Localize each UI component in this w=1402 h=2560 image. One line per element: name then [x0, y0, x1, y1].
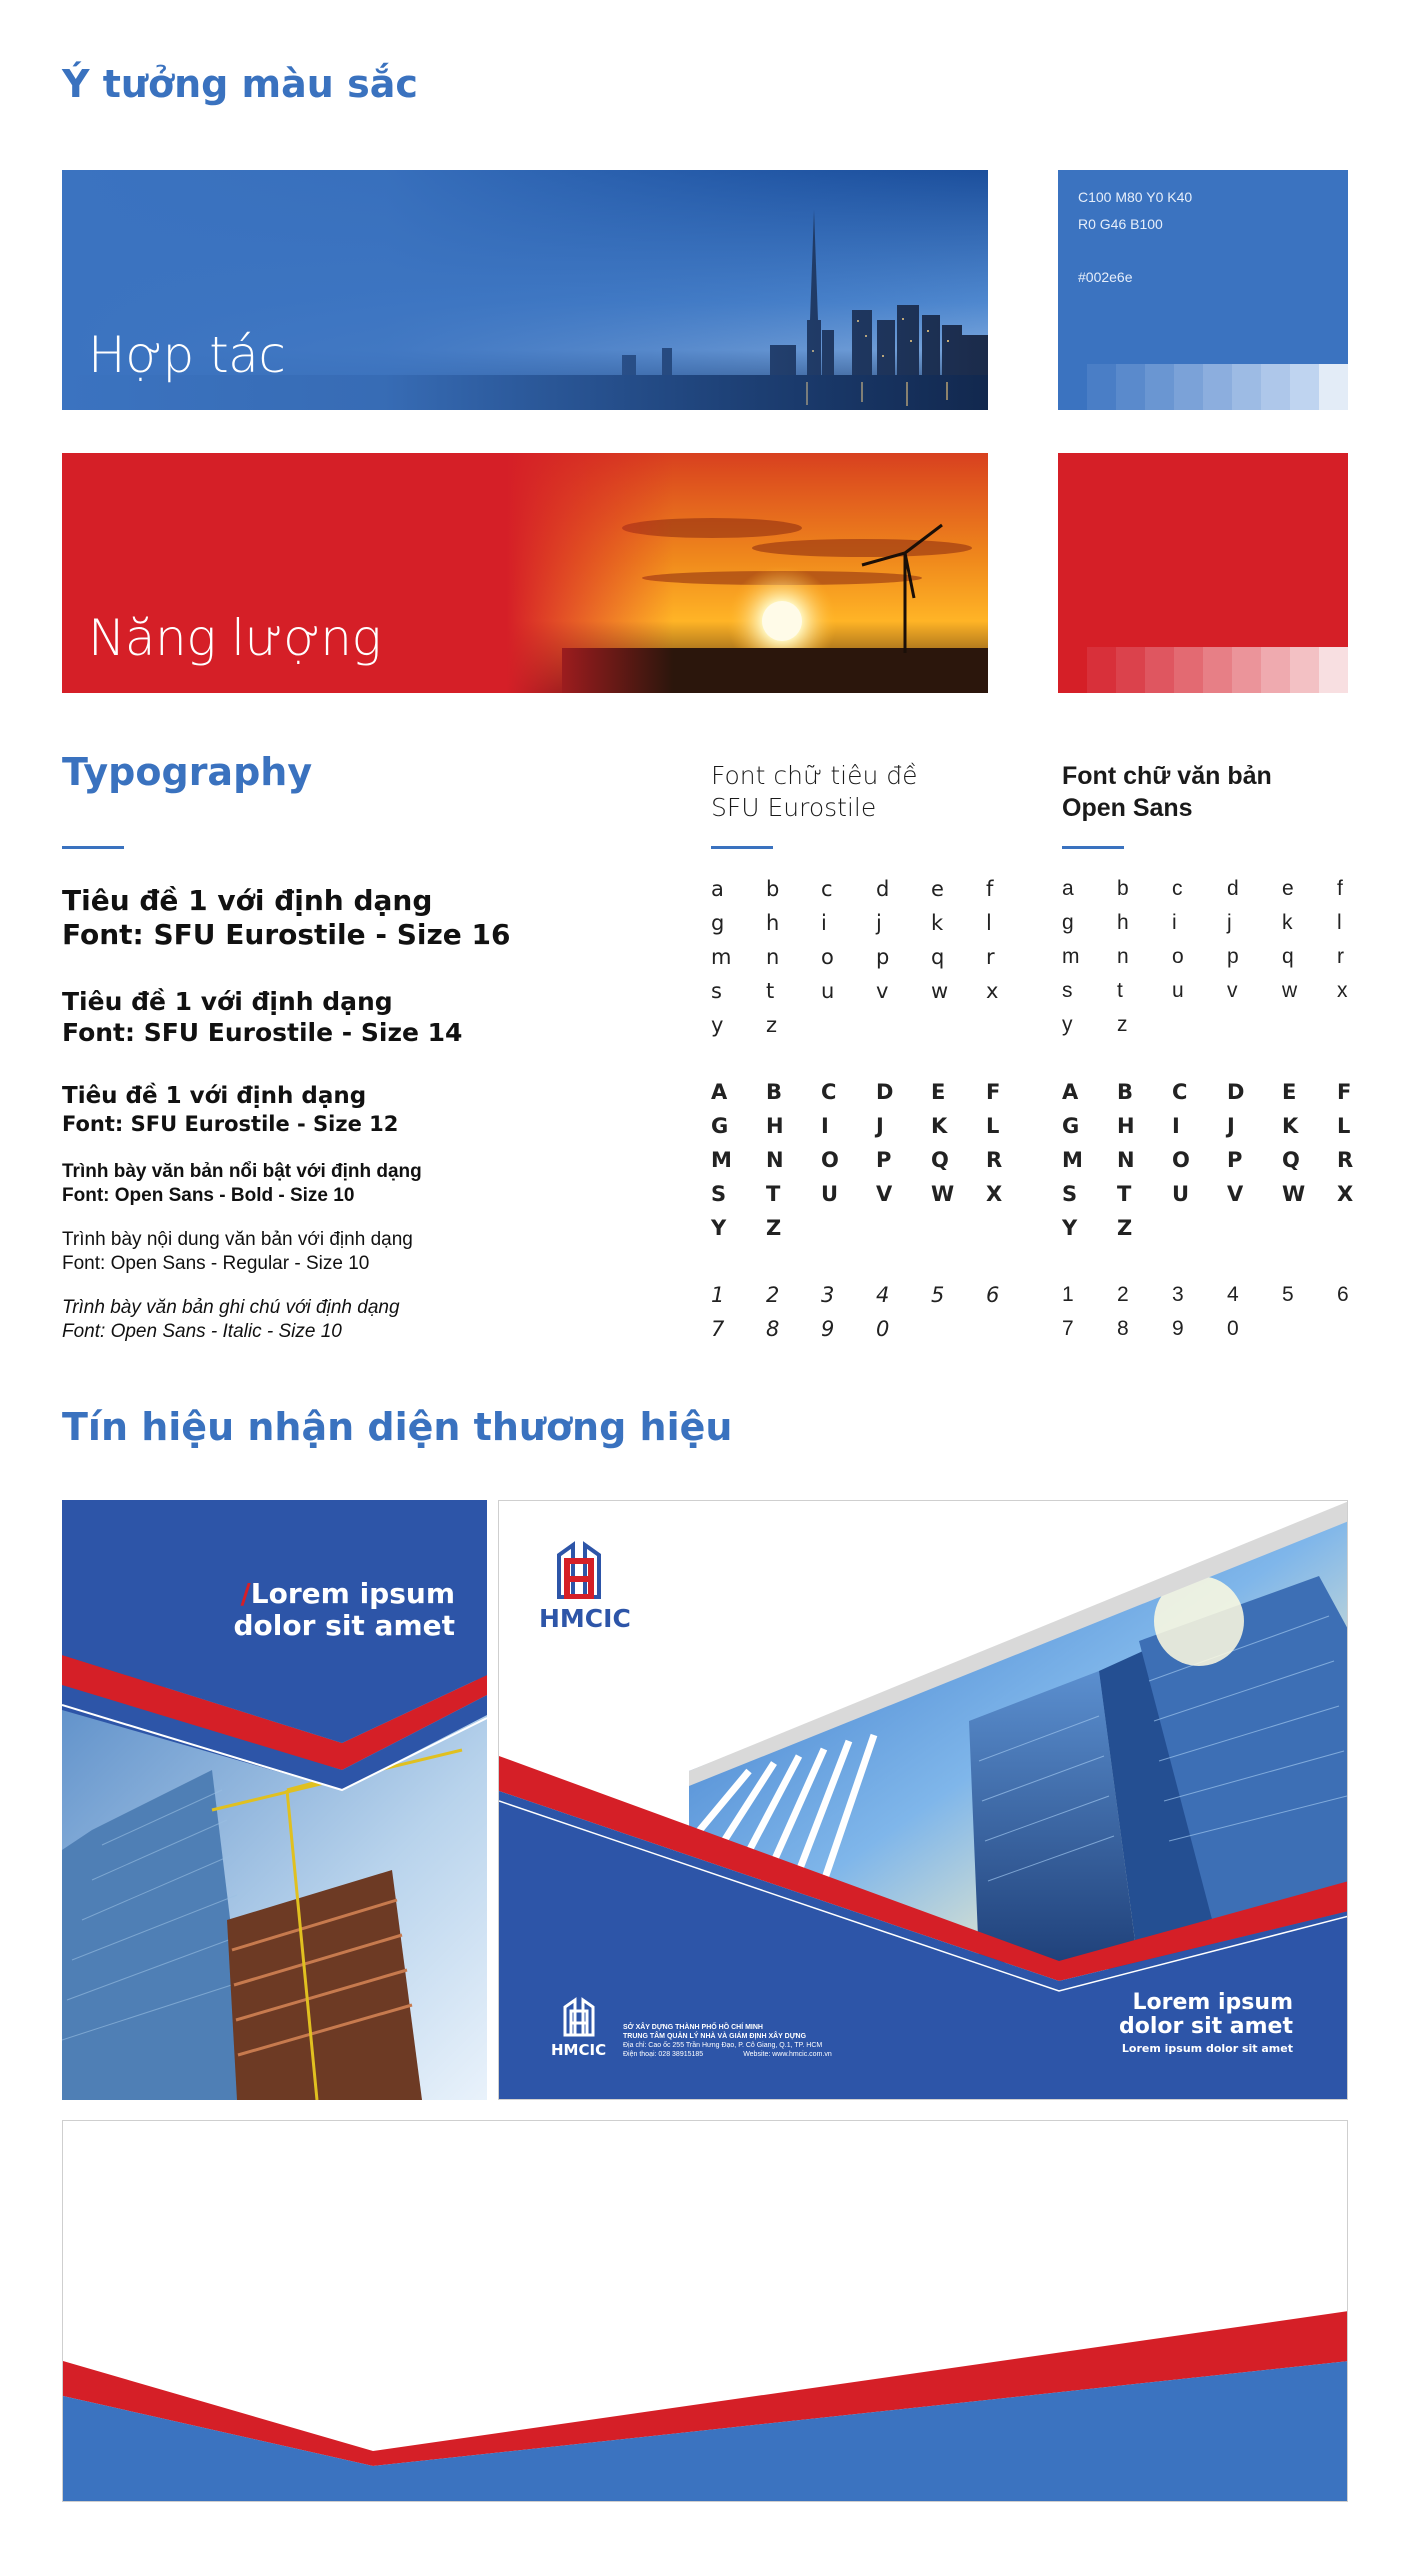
sample-line: Font: Open Sans - Bold - Size 10 — [62, 1185, 355, 1206]
glyph-sample: z — [766, 1013, 778, 1037]
tint-step — [1058, 647, 1087, 693]
glyph-sample: v — [1227, 979, 1238, 1002]
glyph-sample: k — [931, 911, 944, 935]
glyph-sample: B — [1117, 1080, 1134, 1104]
sample-line: Font: SFU Eurostile - Size 12 — [62, 1112, 399, 1136]
tint-step — [1319, 364, 1348, 410]
glyph-sample: 5 — [1282, 1283, 1294, 1306]
sample-line: Trình bày nội dung văn bản với định dạng — [62, 1229, 413, 1250]
heading-font-rule — [711, 846, 773, 849]
body-font-lowercase — [1062, 872, 1392, 1042]
glyph-sample: n — [766, 945, 780, 969]
glyph-sample: S — [711, 1182, 727, 1206]
glyph-sample: 0 — [876, 1317, 890, 1341]
glyph-sample: X — [986, 1182, 1003, 1206]
glyph-sample: q — [1282, 945, 1294, 968]
glyph-sample: d — [1227, 877, 1239, 900]
glyph-sample: C — [821, 1080, 837, 1104]
glyph-sample: x — [986, 979, 999, 1003]
glyph-sample: 1 — [1062, 1283, 1074, 1306]
red-tint-ramp — [1058, 647, 1348, 693]
logo-wordmark: HMCIC — [539, 1604, 631, 1633]
tint-step — [1087, 364, 1116, 410]
glyph-sample: 7 — [711, 1317, 725, 1341]
sample-line: Font: SFU Eurostile - Size 16 — [62, 918, 511, 951]
glyph-sample: c — [821, 877, 833, 901]
glyph-sample: 0 — [1227, 1317, 1239, 1340]
sample-heading-size12 — [62, 1082, 398, 1138]
tint-step — [1174, 647, 1203, 693]
tint-step — [1232, 364, 1261, 410]
hmcic-logo — [539, 1541, 639, 1641]
sample-line: Trình bày văn bản nổi bật với định dạng — [62, 1161, 422, 1182]
brochure-cover-right — [498, 1500, 1348, 2100]
sample-heading-size14 — [62, 986, 462, 1048]
glyph-sample: b — [1117, 877, 1129, 900]
sample-line: Tiêu đề 1 với định dạng — [62, 987, 393, 1016]
glyph-sample: E — [931, 1080, 946, 1104]
glyph-sample: r — [1337, 945, 1344, 968]
glyph-sample: s — [1062, 979, 1073, 1002]
slash-accent: / — [240, 1577, 251, 1610]
sample-line: Font: SFU Eurostile - Size 14 — [62, 1018, 463, 1047]
footer-logo-wordmark: HMCIC — [551, 2041, 607, 2059]
glyph-sample: Y — [711, 1216, 727, 1240]
glyph-sample: 6 — [986, 1283, 1000, 1307]
tint-step — [1261, 364, 1290, 410]
glyph-sample: k — [1282, 911, 1293, 934]
glyph-sample: 3 — [821, 1283, 835, 1307]
glyph-sample: u — [821, 979, 835, 1003]
glyph-sample: 2 — [1117, 1283, 1129, 1306]
glyph-sample: B — [766, 1080, 783, 1104]
blue-color-swatch — [1058, 170, 1348, 410]
glyph-sample: h — [1117, 911, 1129, 934]
glyph-sample: T — [1117, 1182, 1132, 1206]
glyph-sample: K — [931, 1114, 948, 1138]
glyph-sample: H — [766, 1114, 784, 1138]
sample-heading-size16 — [62, 884, 511, 952]
sample-line: Tiêu đề 1 với định dạng — [62, 884, 433, 917]
energy-banner — [62, 453, 988, 693]
cooperation-banner — [62, 170, 988, 410]
tint-step — [1290, 647, 1319, 693]
glyph-sample: i — [1172, 911, 1177, 934]
glyph-sample: Z — [766, 1216, 782, 1240]
glyph-sample: u — [1172, 979, 1184, 1002]
glyph-sample: 4 — [1227, 1283, 1239, 1306]
glyph-sample: f — [986, 877, 994, 901]
cooperation-label: Hợp tác — [88, 326, 286, 384]
glyph-sample: G — [711, 1114, 729, 1138]
glyph-sample: j — [1227, 911, 1232, 934]
glyph-sample: m — [711, 945, 732, 969]
glyph-sample: n — [1117, 945, 1129, 968]
glyph-sample: T — [766, 1182, 781, 1206]
tint-step — [1087, 647, 1116, 693]
glyph-sample: 7 — [1062, 1317, 1074, 1340]
cover-right-line2: dolor sit amet — [1118, 2014, 1293, 2039]
glyph-sample: O — [821, 1148, 839, 1172]
sample-body-bold — [62, 1160, 422, 1208]
glyph-sample: D — [876, 1080, 894, 1104]
tint-step — [1203, 364, 1232, 410]
glyph-sample: r — [986, 945, 995, 969]
glyph-sample: P — [876, 1148, 892, 1172]
glyph-sample: l — [1337, 911, 1342, 934]
footer-info — [623, 2023, 832, 2059]
glyph-sample: w — [931, 979, 949, 1003]
glyph-sample: D — [1227, 1080, 1245, 1104]
tint-step — [1319, 647, 1348, 693]
glyph-sample: m — [1062, 945, 1080, 968]
body-font-name: Open Sans — [1062, 794, 1193, 822]
energy-label: Năng lượng — [88, 609, 381, 667]
building-logo-icon — [539, 1541, 639, 1599]
glyph-sample: 8 — [766, 1317, 780, 1341]
body-font-digits — [1062, 1278, 1392, 1346]
glyph-sample: S — [1062, 1182, 1078, 1206]
glyph-sample: C — [1172, 1080, 1188, 1104]
glyph-sample: R — [986, 1148, 1003, 1172]
glyph-sample: x — [1337, 979, 1348, 1002]
glyph-sample: p — [876, 945, 890, 969]
glyph-sample: V — [1227, 1182, 1244, 1206]
glyph-sample: s — [711, 979, 722, 1003]
tint-step — [1261, 647, 1290, 693]
glyph-sample: o — [1172, 945, 1184, 968]
blue-tint-ramp — [1058, 364, 1348, 410]
heading-font-title — [711, 760, 918, 824]
tint-step — [1174, 364, 1203, 410]
glyph-sample: i — [821, 911, 827, 935]
heading-font-label: Font chữ tiêu đề — [711, 761, 918, 790]
glyph-sample: G — [1062, 1114, 1080, 1138]
glyph-sample: a — [711, 877, 724, 901]
glyph-sample: N — [1117, 1148, 1135, 1172]
glyph-sample: E — [1282, 1080, 1297, 1104]
glyph-sample: 4 — [876, 1283, 890, 1307]
footer-web: Website: www.hmcic.com.vn — [743, 2051, 832, 2058]
tint-step — [1145, 647, 1174, 693]
identity-section-title: Tín hiệu nhận diện thương hiệu — [62, 1405, 733, 1449]
footer-org2: TRUNG TÂM QUẢN LÝ NHÀ VÀ GIÁM ĐỊNH XÂY DỰNG — [623, 2033, 807, 2040]
rgb-value: R0 G46 B100 — [1078, 216, 1163, 232]
glyph-sample: w — [1282, 979, 1298, 1002]
sample-line: Font: Open Sans - Italic - Size 10 — [62, 1321, 342, 1342]
cover-left-line2: dolor sit amet — [233, 1609, 455, 1642]
heading-font-digits — [711, 1278, 1041, 1346]
glyph-sample: o — [821, 945, 834, 969]
footer-address: Địa chỉ: Cao ốc 255 Trần Hưng Đạo, P. Cô Giang, Q.1, TP. HCM — [623, 2042, 823, 2049]
glyph-sample: e — [931, 877, 944, 901]
glyph-sample: A — [1062, 1080, 1079, 1104]
footer-logo — [551, 1997, 621, 2058]
heading-font-name: SFU Eurostile — [711, 793, 877, 822]
cover-right-heading — [1119, 1991, 1293, 2059]
glyph-sample: b — [766, 877, 780, 901]
tint-step — [1116, 364, 1145, 410]
glyph-sample: q — [931, 945, 945, 969]
glyph-sample: N — [766, 1148, 784, 1172]
glyph-sample: J — [876, 1114, 884, 1138]
tint-step — [1232, 647, 1261, 693]
sample-body-regular — [62, 1228, 413, 1276]
letterhead-footer-design — [62, 2120, 1348, 2502]
glyph-sample: y — [1062, 1013, 1073, 1036]
heading-font-uppercase — [711, 1075, 1041, 1245]
cover-right-line3: Lorem ipsum dolor sit amet — [1121, 2042, 1293, 2055]
cover-left-line1: Lorem ipsum — [250, 1577, 455, 1610]
glyph-sample: d — [876, 877, 890, 901]
glyph-sample: j — [876, 911, 882, 935]
body-font-rule — [1062, 846, 1124, 849]
glyph-sample: M — [1062, 1148, 1083, 1172]
tint-step — [1145, 364, 1174, 410]
glyph-sample: g — [1062, 911, 1074, 934]
glyph-sample: f — [1337, 877, 1343, 900]
glyph-sample: 9 — [821, 1317, 835, 1341]
glyph-sample: 5 — [931, 1283, 945, 1307]
glyph-sample: Z — [1117, 1216, 1133, 1240]
glyph-sample: F — [986, 1080, 1001, 1104]
glyph-sample: W — [931, 1182, 955, 1206]
brochure-cover-left — [62, 1500, 487, 2100]
glyph-sample: W — [1282, 1182, 1306, 1206]
glyph-sample: 2 — [766, 1283, 780, 1307]
glyph-sample: L — [1337, 1114, 1351, 1138]
typography-section-title: Typography — [62, 750, 313, 794]
cmyk-value: C100 M80 Y0 K40 — [1078, 189, 1193, 205]
tint-step — [1203, 647, 1232, 693]
footer-wave-graphic — [63, 2121, 1348, 2502]
glyph-sample: c — [1172, 877, 1183, 900]
glyph-sample: 8 — [1117, 1317, 1129, 1340]
hex-value: #002e6e — [1078, 269, 1133, 285]
footer-org1: SỞ XÂY DỰNG THÀNH PHỐ HỒ CHÍ MINH — [623, 2024, 763, 2031]
glyph-sample: l — [986, 911, 992, 935]
glyph-sample: t — [766, 979, 775, 1003]
sample-line: Tiêu đề 1 với định dạng — [62, 1083, 367, 1109]
glyph-sample: 1 — [711, 1283, 725, 1307]
glyph-sample: J — [1227, 1114, 1235, 1138]
glyph-sample: V — [876, 1182, 893, 1206]
glyph-sample: U — [821, 1182, 839, 1206]
footer-phone: Điện thoại: 028 38915185 — [623, 2051, 704, 2058]
glyph-sample: Q — [1282, 1148, 1300, 1172]
glyph-sample: e — [1282, 877, 1294, 900]
typography-rule — [62, 846, 124, 849]
glyph-sample: X — [1337, 1182, 1354, 1206]
blue-color-specs — [1078, 184, 1192, 291]
sample-body-italic — [62, 1296, 400, 1344]
glyph-sample: t — [1117, 979, 1123, 1002]
cover-right-line1: Lorem ipsum — [1132, 1990, 1293, 2015]
cover-left-heading — [233, 1578, 455, 1642]
glyph-sample: 9 — [1172, 1317, 1184, 1340]
glyph-sample: A — [711, 1080, 728, 1104]
glyph-sample: z — [1117, 1013, 1128, 1036]
glyph-sample: P — [1227, 1148, 1243, 1172]
glyph-sample: I — [821, 1114, 829, 1138]
sample-line: Font: Open Sans - Regular - Size 10 — [62, 1253, 370, 1274]
glyph-sample: y — [711, 1013, 724, 1037]
heading-font-lowercase — [711, 872, 1041, 1042]
body-font-title — [1062, 760, 1272, 824]
red-color-swatch — [1058, 453, 1348, 693]
glyph-sample: h — [766, 911, 780, 935]
glyph-sample: F — [1337, 1080, 1352, 1104]
tint-step — [1058, 364, 1087, 410]
sample-line: Trình bày văn bản ghi chú với định dạng — [62, 1297, 400, 1318]
tint-step — [1116, 647, 1145, 693]
glyph-sample: g — [711, 911, 725, 935]
glyph-sample: Q — [931, 1148, 949, 1172]
glyph-sample: I — [1172, 1114, 1180, 1138]
glyph-sample: 3 — [1172, 1283, 1184, 1306]
glyph-sample: Y — [1062, 1216, 1078, 1240]
glyph-sample: a — [1062, 877, 1074, 900]
glyph-sample: L — [986, 1114, 1000, 1138]
glyph-sample: 6 — [1337, 1283, 1349, 1306]
glyph-sample: R — [1337, 1148, 1354, 1172]
glyph-sample: p — [1227, 945, 1239, 968]
glyph-sample: O — [1172, 1148, 1190, 1172]
glyph-sample: M — [711, 1148, 732, 1172]
glyph-sample: H — [1117, 1114, 1135, 1138]
tint-step — [1290, 364, 1319, 410]
glyph-sample: K — [1282, 1114, 1299, 1138]
body-font-label: Font chữ văn bản — [1062, 762, 1272, 790]
footer-building-logo-icon — [551, 1997, 611, 2037]
body-font-uppercase — [1062, 1075, 1392, 1245]
glyph-sample: U — [1172, 1182, 1190, 1206]
glyph-sample: v — [876, 979, 889, 1003]
colors-section-title: Ý tưởng màu sắc — [62, 62, 418, 106]
